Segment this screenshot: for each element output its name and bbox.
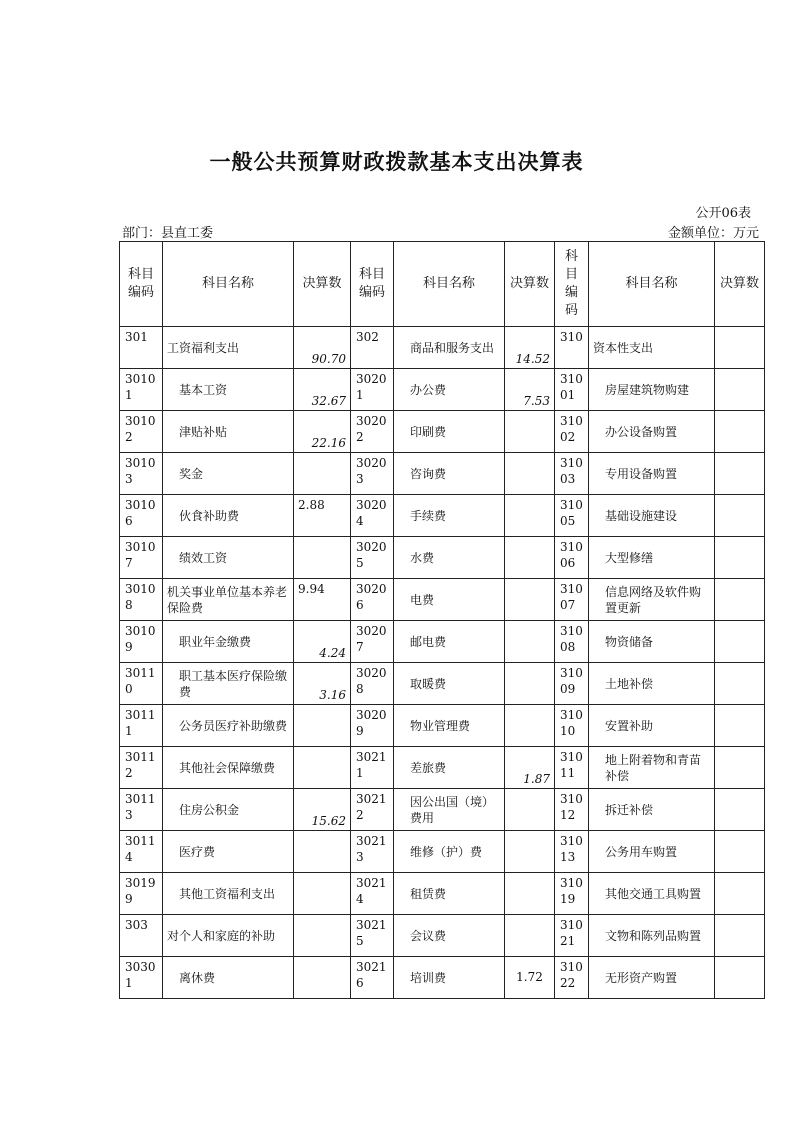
form-number: 公开06表 bbox=[695, 206, 751, 221]
table-row bbox=[120, 453, 765, 495]
table-row bbox=[120, 957, 765, 999]
cell-code-3: 310 bbox=[555, 327, 589, 369]
cell-code-2: 302 bbox=[351, 327, 394, 369]
page-title: 一般公共预算财政拨款基本支出决算表 bbox=[209, 149, 584, 174]
cell-name-1: 住房公积金 bbox=[163, 789, 294, 831]
cell-code-3: 31006 bbox=[555, 537, 589, 579]
cell-code-1: 30108 bbox=[120, 579, 163, 621]
cell-amount-1 bbox=[294, 705, 351, 747]
cell-amount-3 bbox=[715, 453, 765, 495]
cell-name-3: 拆迁补偿 bbox=[589, 789, 715, 831]
cell-name-1: 基本工资 bbox=[163, 369, 294, 411]
header-name-2: 科目名称 bbox=[394, 242, 505, 327]
header-code-1: 科目编码 bbox=[120, 242, 163, 327]
cell-amount-3 bbox=[715, 579, 765, 621]
cell-name-1: 机关事业单位基本养老保险费 bbox=[163, 579, 294, 621]
cell-amount-2 bbox=[505, 915, 555, 957]
cell-amount-2: 1.87 bbox=[505, 747, 555, 789]
cell-code-3: 31002 bbox=[555, 411, 589, 453]
cell-amount-2: 1.72 bbox=[505, 957, 555, 999]
cell-name-2: 培训费 bbox=[394, 957, 505, 999]
cell-amount-1 bbox=[294, 957, 351, 999]
header-amount-2: 决算数 bbox=[505, 242, 555, 327]
cell-code-3: 31022 bbox=[555, 957, 589, 999]
table-row bbox=[120, 915, 765, 957]
cell-name-3: 大型修缮 bbox=[589, 537, 715, 579]
cell-name-3: 其他交通工具购置 bbox=[589, 873, 715, 915]
table-row bbox=[120, 327, 765, 369]
cell-code-1: 30114 bbox=[120, 831, 163, 873]
cell-name-2: 邮电费 bbox=[394, 621, 505, 663]
cell-code-3: 31012 bbox=[555, 789, 589, 831]
cell-code-2: 30208 bbox=[351, 663, 394, 705]
cell-name-1: 医疗费 bbox=[163, 831, 294, 873]
cell-code-3: 31007 bbox=[555, 579, 589, 621]
table-body bbox=[120, 327, 765, 999]
header-code-3: 科目编码 bbox=[555, 242, 589, 327]
cell-name-3: 信息网络及软件购置更新 bbox=[589, 579, 715, 621]
cell-amount-2 bbox=[505, 579, 555, 621]
cell-amount-2 bbox=[505, 495, 555, 537]
cell-amount-1 bbox=[294, 747, 351, 789]
cell-amount-1: 22.16 bbox=[294, 411, 351, 453]
cell-amount-1: 3.16 bbox=[294, 663, 351, 705]
cell-name-1: 职工基本医疗保险缴费 bbox=[163, 663, 294, 705]
cell-name-3: 文物和陈列品购置 bbox=[589, 915, 715, 957]
cell-name-3: 公务用车购置 bbox=[589, 831, 715, 873]
cell-amount-1 bbox=[294, 537, 351, 579]
cell-code-3: 31005 bbox=[555, 495, 589, 537]
table-row bbox=[120, 411, 765, 453]
table-row bbox=[120, 369, 765, 411]
expenditure-table bbox=[119, 241, 765, 999]
cell-code-3: 31019 bbox=[555, 873, 589, 915]
cell-code-1: 301 bbox=[120, 327, 163, 369]
cell-code-2: 30203 bbox=[351, 453, 394, 495]
cell-code-2: 30212 bbox=[351, 789, 394, 831]
cell-amount-3 bbox=[715, 789, 765, 831]
cell-name-2: 维修（护）费 bbox=[394, 831, 505, 873]
cell-amount-1: 15.62 bbox=[294, 789, 351, 831]
cell-name-2: 水费 bbox=[394, 537, 505, 579]
header-amount-3: 决算数 bbox=[715, 242, 765, 327]
cell-code-1: 30113 bbox=[120, 789, 163, 831]
cell-name-2: 手续费 bbox=[394, 495, 505, 537]
table-row bbox=[120, 873, 765, 915]
cell-name-3: 物资储备 bbox=[589, 621, 715, 663]
cell-name-3: 土地补偿 bbox=[589, 663, 715, 705]
cell-amount-3 bbox=[715, 369, 765, 411]
cell-amount-3 bbox=[715, 831, 765, 873]
cell-amount-1 bbox=[294, 873, 351, 915]
cell-code-2: 30214 bbox=[351, 873, 394, 915]
cell-amount-3 bbox=[715, 705, 765, 747]
cell-code-3: 31021 bbox=[555, 915, 589, 957]
cell-code-1: 30301 bbox=[120, 957, 163, 999]
cell-code-1: 30110 bbox=[120, 663, 163, 705]
cell-amount-3 bbox=[715, 411, 765, 453]
cell-code-2: 30213 bbox=[351, 831, 394, 873]
cell-amount-2 bbox=[505, 873, 555, 915]
table-row bbox=[120, 621, 765, 663]
table-row bbox=[120, 579, 765, 621]
cell-amount-1: 9.94 bbox=[294, 579, 351, 621]
cell-code-1: 30109 bbox=[120, 621, 163, 663]
cell-amount-1: 90.70 bbox=[294, 327, 351, 369]
cell-amount-2 bbox=[505, 663, 555, 705]
cell-name-3: 无形资产购置 bbox=[589, 957, 715, 999]
cell-code-2: 30211 bbox=[351, 747, 394, 789]
cell-amount-3 bbox=[715, 327, 765, 369]
amount-unit-label: 金额单位：万元 bbox=[667, 226, 759, 241]
table-row bbox=[120, 831, 765, 873]
cell-code-1: 30112 bbox=[120, 747, 163, 789]
cell-name-1: 对个人和家庭的补助 bbox=[163, 915, 294, 957]
cell-name-2: 电费 bbox=[394, 579, 505, 621]
cell-code-2: 30202 bbox=[351, 411, 394, 453]
cell-name-2: 因公出国（境）费用 bbox=[394, 789, 505, 831]
cell-amount-3 bbox=[715, 915, 765, 957]
department-label: 部门：县直工委 bbox=[122, 226, 214, 241]
cell-amount-3 bbox=[715, 663, 765, 705]
cell-code-3: 31003 bbox=[555, 453, 589, 495]
table-row bbox=[120, 495, 765, 537]
cell-amount-3 bbox=[715, 747, 765, 789]
cell-amount-3 bbox=[715, 621, 765, 663]
cell-amount-1: 4.24 bbox=[294, 621, 351, 663]
table-row bbox=[120, 537, 765, 579]
cell-name-2: 会议费 bbox=[394, 915, 505, 957]
cell-name-1: 离休费 bbox=[163, 957, 294, 999]
cell-amount-3 bbox=[715, 537, 765, 579]
cell-name-1: 工资福利支出 bbox=[163, 327, 294, 369]
header-code-2: 科目编码 bbox=[351, 242, 394, 327]
cell-name-1: 其他社会保障缴费 bbox=[163, 747, 294, 789]
cell-code-3: 31013 bbox=[555, 831, 589, 873]
cell-name-1: 奖金 bbox=[163, 453, 294, 495]
cell-amount-2: 7.53 bbox=[505, 369, 555, 411]
cell-code-1: 30107 bbox=[120, 537, 163, 579]
cell-name-2: 取暖费 bbox=[394, 663, 505, 705]
cell-amount-3 bbox=[715, 495, 765, 537]
cell-code-2: 30205 bbox=[351, 537, 394, 579]
cell-code-1: 30103 bbox=[120, 453, 163, 495]
cell-amount-3 bbox=[715, 957, 765, 999]
cell-name-3: 地上附着物和青苗补偿 bbox=[589, 747, 715, 789]
cell-name-2: 印刷费 bbox=[394, 411, 505, 453]
cell-name-2: 咨询费 bbox=[394, 453, 505, 495]
cell-code-3: 31008 bbox=[555, 621, 589, 663]
header-name-1: 科目名称 bbox=[163, 242, 294, 327]
cell-name-2: 差旅费 bbox=[394, 747, 505, 789]
cell-amount-2 bbox=[505, 831, 555, 873]
cell-code-2: 30215 bbox=[351, 915, 394, 957]
cell-amount-3 bbox=[715, 873, 765, 915]
cell-name-3: 专用设备购置 bbox=[589, 453, 715, 495]
cell-name-1: 公务员医疗补助缴费 bbox=[163, 705, 294, 747]
cell-code-2: 30206 bbox=[351, 579, 394, 621]
cell-code-1: 30102 bbox=[120, 411, 163, 453]
cell-amount-1 bbox=[294, 453, 351, 495]
cell-name-1: 职业年金缴费 bbox=[163, 621, 294, 663]
table-row bbox=[120, 789, 765, 831]
cell-code-3: 31011 bbox=[555, 747, 589, 789]
cell-name-1: 绩效工资 bbox=[163, 537, 294, 579]
cell-name-3: 资本性支出 bbox=[589, 327, 715, 369]
cell-code-1: 30199 bbox=[120, 873, 163, 915]
cell-code-2: 30201 bbox=[351, 369, 394, 411]
cell-name-2: 商品和服务支出 bbox=[394, 327, 505, 369]
cell-amount-2 bbox=[505, 453, 555, 495]
cell-amount-2 bbox=[505, 411, 555, 453]
cell-name-2: 办公费 bbox=[394, 369, 505, 411]
cell-code-1: 30101 bbox=[120, 369, 163, 411]
cell-code-2: 30209 bbox=[351, 705, 394, 747]
cell-name-3: 安置补助 bbox=[589, 705, 715, 747]
cell-amount-2 bbox=[505, 537, 555, 579]
cell-code-2: 30216 bbox=[351, 957, 394, 999]
table-row bbox=[120, 663, 765, 705]
cell-amount-1 bbox=[294, 915, 351, 957]
table-row bbox=[120, 705, 765, 747]
table-header-row bbox=[120, 242, 765, 327]
cell-amount-2 bbox=[505, 621, 555, 663]
cell-code-2: 30207 bbox=[351, 621, 394, 663]
cell-amount-1: 2.88 bbox=[294, 495, 351, 537]
cell-name-2: 租赁费 bbox=[394, 873, 505, 915]
cell-name-1: 其他工资福利支出 bbox=[163, 873, 294, 915]
cell-code-3: 31010 bbox=[555, 705, 589, 747]
cell-name-3: 办公设备购置 bbox=[589, 411, 715, 453]
cell-code-1: 30111 bbox=[120, 705, 163, 747]
cell-name-1: 伙食补助费 bbox=[163, 495, 294, 537]
header-amount-1: 决算数 bbox=[294, 242, 351, 327]
cell-code-3: 31001 bbox=[555, 369, 589, 411]
cell-code-1: 303 bbox=[120, 915, 163, 957]
cell-name-3: 基础设施建设 bbox=[589, 495, 715, 537]
cell-code-2: 30204 bbox=[351, 495, 394, 537]
cell-amount-2 bbox=[505, 789, 555, 831]
cell-amount-1: 32.67 bbox=[294, 369, 351, 411]
cell-amount-2 bbox=[505, 705, 555, 747]
cell-name-3: 房屋建筑物购建 bbox=[589, 369, 715, 411]
table-row bbox=[120, 747, 765, 789]
cell-name-2: 物业管理费 bbox=[394, 705, 505, 747]
cell-code-3: 31009 bbox=[555, 663, 589, 705]
cell-name-1: 津贴补贴 bbox=[163, 411, 294, 453]
header-name-3: 科目名称 bbox=[589, 242, 715, 327]
cell-code-1: 30106 bbox=[120, 495, 163, 537]
cell-amount-2: 14.52 bbox=[505, 327, 555, 369]
cell-amount-1 bbox=[294, 831, 351, 873]
